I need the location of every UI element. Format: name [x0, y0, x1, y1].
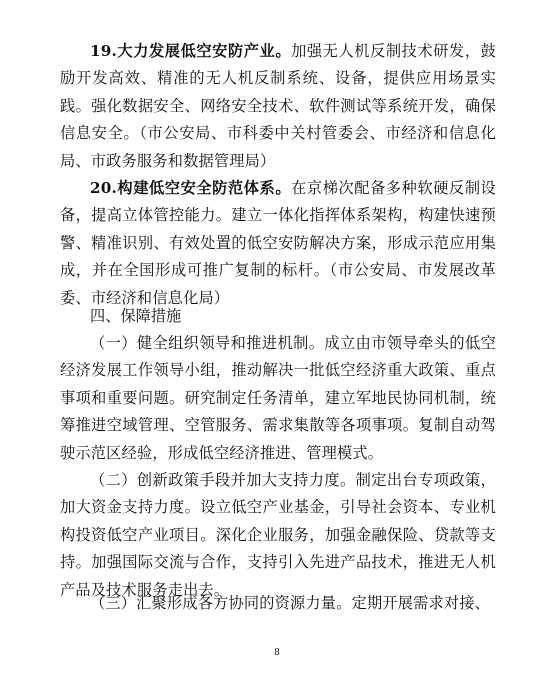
item-19-body: 加强无人机反制技术研发，鼓励开发高效、精准的无人机反制系统、设备，提供应用场景实践。强化数据安全、网络安全技术、软件测试等系统开发，确保信息安全。（市公安局、市科委中关村管委会、市经济和信息化局、市政务服务和数据管理局）	[60, 42, 496, 170]
item-19-title: 19.大力发展低空安防产业。	[90, 42, 292, 60]
measure-3-paragraph: （三）汇聚形成各方协同的资源力量。定期开展需求对接、	[90, 594, 491, 612]
item-20-paragraph	[60, 175, 496, 312]
item-20-title: 20.构建低空安全防范体系。	[90, 179, 292, 197]
item-20-body: 在京梯次配备多种软硬反制设备，提高立体管控能力。建立一体化指挥体系架构，构建快速预警、精准识别、有效处置的低空安防解决方案，形成示范应用集成，并在全国形成可推广复制的标杆。（市公安局、市发展改革委、市经济和信息化局）	[60, 179, 496, 307]
page-number: 8	[274, 648, 280, 658]
section-heading: 四、保障措施	[90, 307, 182, 325]
measure-1-paragraph: （一）健全组织领导和推进机制。成立由市领导牵头的低空经济发展工作领导小组，推动解决一批低空经济重大政策、重点事项和重要问题。研究制定任务清单，建立军地民协同机制，统筹推进空域管理、空管服务、需求集散等各项事项。复制自动驾驶示范区经验，形成低空经济推进、管理模式。	[60, 334, 496, 462]
measure-2-paragraph: （二）创新政策手段并加大支持力度。制定出台专项政策，加大资金支持力度。设立低空产业基金，引导社会资本、专业机构投资低空产业项目。深化企业服务，加强金融保险、贷款等支持。加强国际交流与合作，支持引入先进产品技术，推进无人机产品及技术服务走出去。	[60, 471, 496, 599]
item-19-paragraph	[60, 38, 496, 175]
